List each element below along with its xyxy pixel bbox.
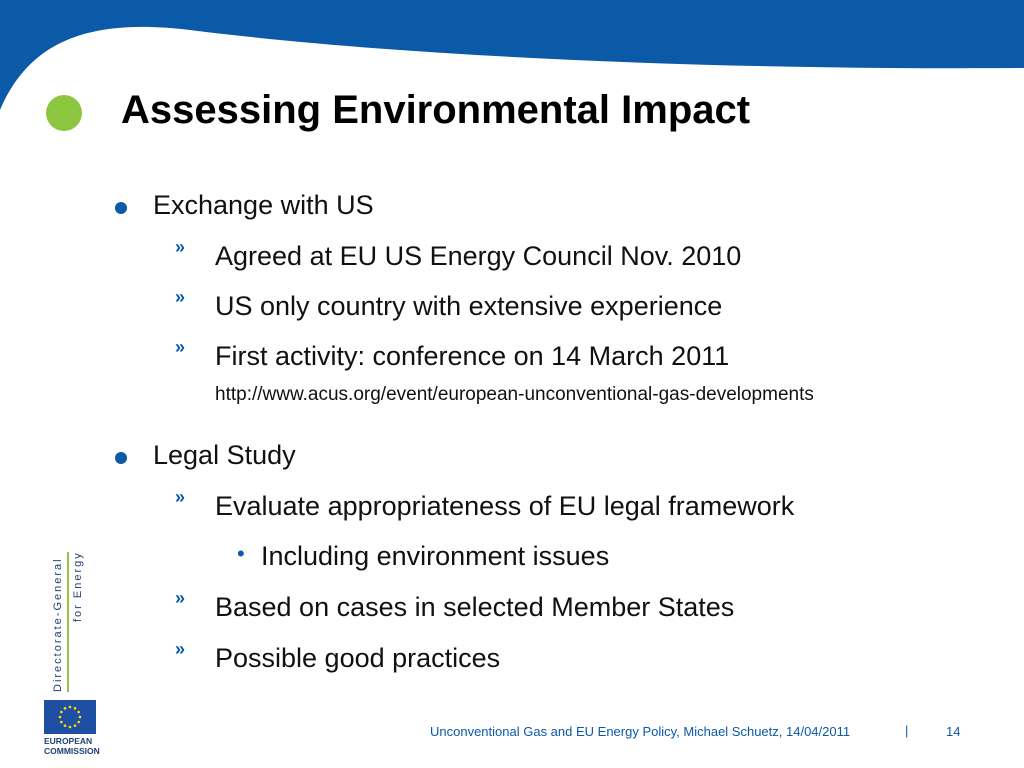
bullet-exchange-with-us (153, 190, 374, 221)
bullet-dot-icon (115, 202, 127, 214)
eu-star (69, 706, 72, 709)
footer-separator: | (905, 723, 909, 738)
subbullet-good-practices (175, 639, 501, 674)
page-number: 14 (946, 724, 961, 739)
eu-star (74, 724, 77, 727)
dg-green-line (67, 552, 69, 692)
slide-title: Assessing Environmental Impact (121, 88, 751, 132)
double-chevron-icon: » (175, 237, 186, 257)
european-label: EUROPEAN (44, 736, 93, 746)
eu-star (69, 726, 72, 729)
eu-star (79, 716, 82, 719)
bullet-text: Legal Study (153, 440, 296, 470)
eu-star (60, 711, 63, 714)
dg-sublabel: for Energy (72, 551, 84, 622)
subsubbullet-text: Including environment issues (261, 541, 610, 571)
bullet-text: Exchange with US (153, 190, 374, 220)
dg-label: Directorate-General (52, 557, 64, 692)
subbullet-text: Based on cases in selected Member States (215, 592, 735, 622)
commission-label: COMMISSION (44, 746, 100, 756)
eu-flag-icon (44, 700, 96, 734)
eu-star (64, 724, 67, 727)
eu-star (64, 707, 67, 710)
bullet-legal-study (153, 440, 296, 471)
subbullet-evaluate (175, 487, 795, 522)
eu-star (77, 721, 80, 724)
subbullet-us-only (175, 287, 723, 322)
eu-star (60, 721, 63, 724)
subbullet-text: Agreed at EU US Energy Council Nov. 2010 (215, 241, 742, 271)
double-chevron-icon: » (175, 639, 186, 659)
double-chevron-icon: » (175, 337, 186, 357)
double-chevron-icon: » (175, 287, 186, 307)
eu-star (74, 707, 77, 710)
subbullet-text: Possible good practices (215, 643, 501, 673)
subbullet-first-activity (175, 337, 730, 372)
eu-star (59, 716, 62, 719)
subbullet-text: Evaluate appropriateness of EU legal framework (215, 491, 795, 521)
double-chevron-icon: » (175, 487, 186, 507)
conference-url-link[interactable]: http://www.acus.org/event/european-unconventional-gas-developments (215, 384, 814, 405)
bullet-dot-icon (115, 452, 127, 464)
dg-energy-logo (50, 552, 90, 692)
subbullet-based-on-cases (175, 588, 735, 623)
subbullet-text: US only country with extensive experience (215, 291, 723, 321)
footer-text: Unconventional Gas and EU Energy Policy, Michael Schuetz, 14/04/2011 (430, 724, 851, 739)
small-dot-icon: • (237, 541, 245, 566)
subsubbullet-environment (237, 541, 610, 572)
eu-star (77, 711, 80, 714)
subbullet-text: First activity: conference on 14 March 2011 (215, 341, 730, 371)
double-chevron-icon: » (175, 588, 186, 608)
subbullet-agreed (175, 237, 742, 272)
